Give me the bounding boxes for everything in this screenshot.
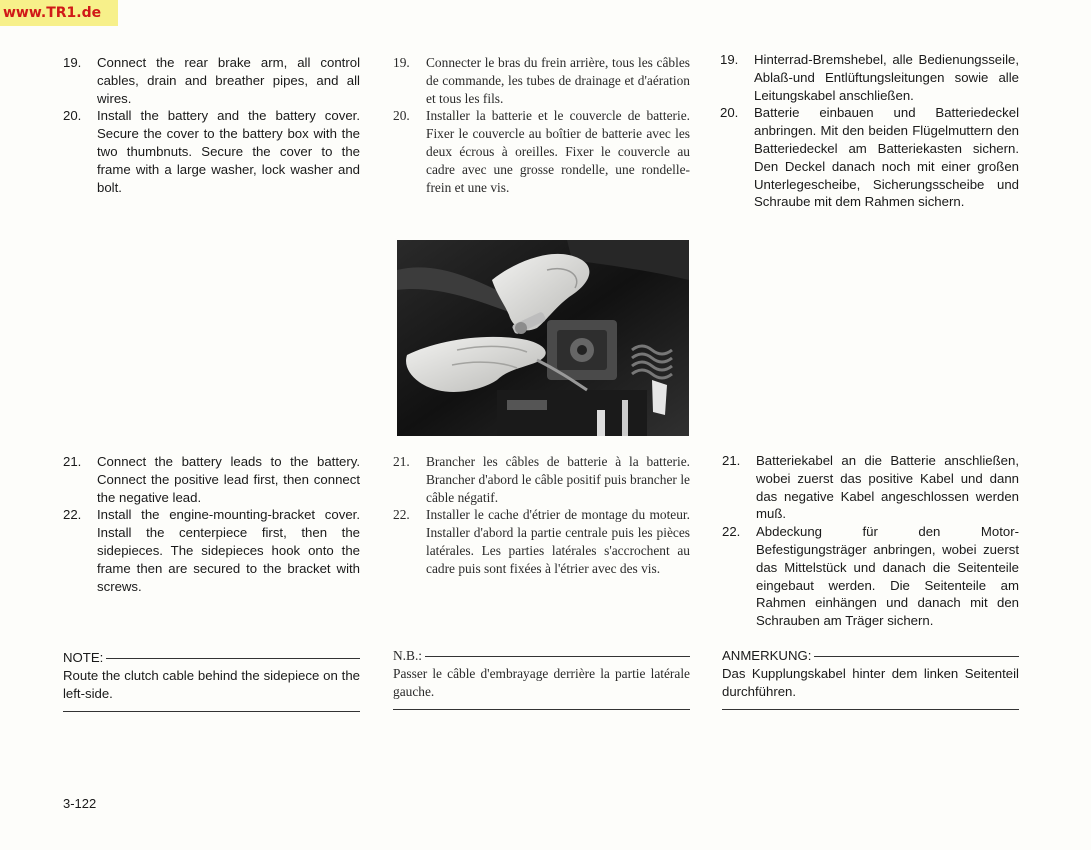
step-text: Install the engine-mounting-bracket cover. Install the centerpiece first, then the sidepieces. The sidepieces hook onto the frame then are secured to the bracket with screws. [97, 507, 360, 594]
step-text: Batterie einbauen und Batteriedeckel anbringen. Mit den beiden Flügelmuttern den Batteriedeckel am Batteriekasten sichern. Den Deckel danach noch mit einer großen Unterlegescheibe, Sicherungsscheibe und Schraube mit dem Rahmen sichern. [754, 105, 1019, 210]
step-text: Connecter le bras du frein arrière, tous les câbles de commande, les tubes de drainage et d'aération et tous les fils. [426, 55, 690, 106]
step-text: Installer le cache d'étrier de montage du moteur. Installer d'abord la partie centrale puis les pièces latérales. Les parties latérales s'accrochent au cadre puis sont fixées à l'étrier avec des vis. [426, 507, 690, 576]
step-number: 21. [722, 453, 741, 468]
step-number: 20. [720, 105, 739, 121]
step-21-fr [393, 453, 690, 506]
note-text: Route the clutch cable behind the sidepiece on the left-side. [63, 667, 360, 701]
note-title-rule [106, 658, 360, 659]
steps-top-german [720, 51, 1019, 211]
step-20-de [720, 104, 1019, 211]
step-number: 21. [63, 454, 82, 469]
note-bottom-rule [722, 709, 1019, 710]
step-number: 22. [63, 507, 82, 523]
steps-top-french [393, 54, 690, 196]
step-text: Connect the battery leads to the battery. Connect the positive lead first, then connect the negative lead. [97, 454, 360, 505]
step-text: Install the battery and the battery cover. Secure the cover to the battery box with the two thumbnuts. Secure the cover to the frame with a large washer, lock washer and bolt. [97, 108, 360, 195]
note-title-rule [814, 656, 1019, 657]
step-21-en [63, 453, 360, 506]
note-bottom-rule [393, 709, 690, 710]
note-french [393, 647, 690, 710]
note-text: Das Kupplungskabel hinter dem linken Seitenteil durchführen. [722, 665, 1019, 699]
step-number: 22. [722, 524, 741, 540]
note-english [63, 649, 360, 712]
page-number: 3-122 [63, 796, 97, 811]
note-title-rule [425, 656, 690, 657]
note-title-row [63, 649, 360, 667]
step-22-fr [393, 506, 690, 577]
steps-bottom-german [722, 452, 1019, 630]
step-text: Brancher les câbles de batterie à la batterie. Brancher d'abord le câble positif puis brancher le câble négatif. [426, 454, 690, 505]
step-20-en [63, 107, 360, 196]
battery-install-photo [397, 240, 689, 436]
step-22-de [722, 523, 1019, 630]
step-number: 21. [393, 454, 410, 469]
steps-bottom-english [63, 453, 360, 595]
step-number: 20. [63, 108, 82, 124]
step-text: Batteriekabel an die Batterie anschließen, wobei zuerst das positive Kabel und dann das negative Kabel angeschlossen werden muß. [756, 453, 1019, 522]
step-text: Abdeckung für den Motor-Befestigungsträger anbringen, wobei zuerst das Mittelstück und danach die Seitenteile eingebaut werden. Die Seitenteile am Rahmen einhängen und danach mit den Schrauben am Träger sichern. [756, 524, 1019, 629]
site-watermark: www.TR1.de [0, 0, 118, 26]
step-number: 22. [393, 507, 410, 523]
step-number: 20. [393, 108, 410, 124]
step-number: 19. [63, 55, 82, 70]
step-21-de [722, 452, 1019, 523]
step-19-de [720, 51, 1019, 104]
step-20-fr [393, 107, 690, 196]
note-german [722, 647, 1019, 710]
step-text: Hinterrad-Bremshebel, alle Bedienungsseile, Ablaß-und Entlüftungsleitungen sowie alle Leitungskabel anschließen. [754, 52, 1019, 103]
note-title: ANMERKUNG: [722, 648, 812, 663]
step-22-en [63, 506, 360, 595]
step-text: Installer la batterie et le couvercle de batterie. Fixer le couvercle au boîtier de batterie avec les deux écrous à oreilles. Fixer le couvercle au cadre avec une grosse rondelle, une rondelle-frein et une vis. [426, 108, 690, 195]
step-19-fr [393, 54, 690, 107]
step-number: 19. [393, 55, 410, 70]
step-19-en [63, 54, 360, 107]
note-title-row [722, 647, 1019, 665]
steps-top-english [63, 54, 360, 196]
step-number: 19. [720, 52, 739, 67]
note-bottom-rule [63, 711, 360, 712]
note-title: N.B.: [393, 648, 423, 663]
steps-bottom-french [393, 453, 690, 578]
note-title-row [393, 647, 690, 665]
step-text: Connect the rear brake arm, all control cables, drain and breather pipes, and all wires. [97, 55, 360, 106]
photo-illustration [397, 240, 689, 436]
note-title: NOTE: [63, 650, 104, 665]
note-text: Passer le câble d'embrayage derrière la partie latérale gauche. [393, 665, 690, 699]
